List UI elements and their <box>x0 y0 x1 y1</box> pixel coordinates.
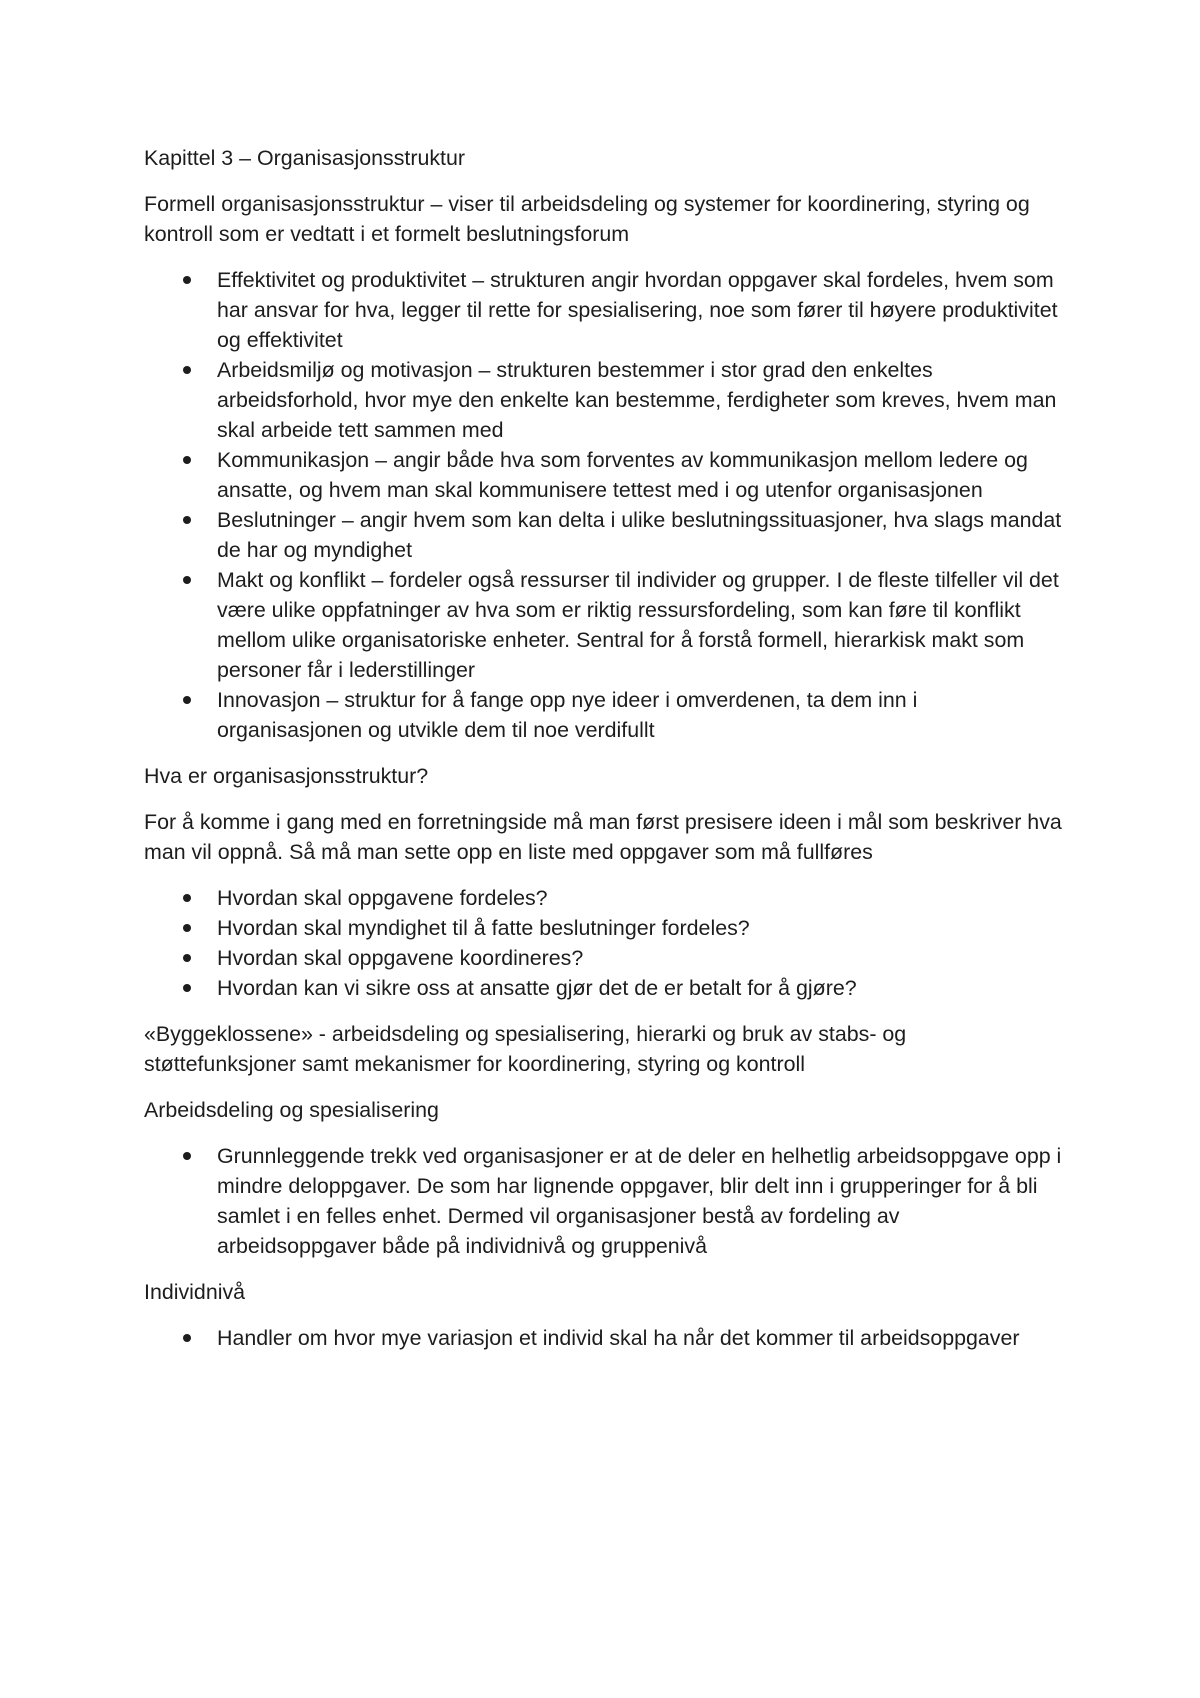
list-item <box>144 355 1064 445</box>
list-item-text: Hvordan skal oppgavene koordineres? <box>217 946 584 970</box>
bullet-icon <box>183 516 191 524</box>
bullet-icon <box>183 984 191 992</box>
bullet-icon <box>183 366 191 374</box>
individniva-bullet-list <box>144 1323 1064 1353</box>
bullet-icon <box>183 276 191 284</box>
list-item-text: Hvordan skal oppgavene fordeles? <box>217 886 548 910</box>
list-item <box>144 265 1064 355</box>
list-item <box>144 1141 1064 1261</box>
list-item <box>144 883 1064 913</box>
list-item-text: Hvordan skal myndighet til å fatte beslutninger fordeles? <box>217 916 750 940</box>
bullet-icon <box>183 894 191 902</box>
list-item <box>144 913 1064 943</box>
arbeidsdeling-bullet-list <box>144 1141 1064 1261</box>
list-item-text: Handler om hvor mye variasjon et individ skal ha når det kommer til arbeidsoppgaver <box>217 1326 1020 1350</box>
list-item <box>144 1323 1064 1353</box>
bullet-icon <box>183 954 191 962</box>
list-item-text: Kommunikasjon – angir både hva som forventes av kommunikasjon mellom ledere og ansatte, og hvem man skal kommunisere tettest med i og utenfor organisasjonen <box>217 448 1028 502</box>
bullet-icon <box>183 696 191 704</box>
formell-definition: Formell organisasjonsstruktur – viser til arbeidsdeling og systemer for koordinering, styring og kontroll som er vedtatt i et formelt beslutningsforum <box>144 192 1030 246</box>
bullet-icon <box>183 1334 191 1342</box>
bullet-icon <box>183 576 191 584</box>
list-item-text: Effektivitet og produktivitet – strukturen angir hvordan oppgaver skal fordeles, hvem som har ansvar for hva, legger til rette for spesialisering, noe som fører til høyere produktivitet og effektivitet <box>217 268 1058 352</box>
question-heading: Hva er organisasjonsstruktur? <box>144 764 429 788</box>
document-content <box>144 143 1064 1369</box>
list-item-text: Hvordan kan vi sikre oss at ansatte gjør det de er betalt for å gjøre? <box>217 976 857 1000</box>
bullet-icon <box>183 1152 191 1160</box>
list-item <box>144 505 1064 565</box>
intro-paragraph: For å komme i gang med en forretningside må man først presisere ideen i mål som beskriver hva man vil oppnå. Så må man sette opp en liste med oppgaver som må fullføres <box>144 810 1062 864</box>
list-item <box>144 973 1064 1003</box>
question-bullet-list <box>144 883 1064 1003</box>
bullet-icon <box>183 456 191 464</box>
list-item-text: Grunnleggende trekk ved organisasjoner er at de deler en helhetlig arbeidsoppgave opp i mindre deloppgaver. De som har lignende oppgaver, blir delt inn i grupperinger for å bli samlet i en felles enhet. Dermed vil organisasjoner bestå av fordeling av arbeidsoppgaver både på individnivå og gruppenivå <box>217 1144 1062 1258</box>
list-item-text: Beslutninger – angir hvem som kan delta i ulike beslutningssituasjoner, hva slags mandat de har og myndighet <box>217 508 1062 562</box>
arbeidsdeling-heading: Arbeidsdeling og spesialisering <box>144 1098 439 1122</box>
list-item-text: Arbeidsmiljø og motivasjon – strukturen bestemmer i stor grad den enkeltes arbeidsforhold, hvor mye den enkelte kan bestemme, ferdigheter som kreves, hvem man skal arbeide tett sammen med <box>217 358 1057 442</box>
list-item <box>144 685 1064 745</box>
building-blocks-paragraph: «Byggeklossene» - arbeidsdeling og spesialisering, hierarki og bruk av stabs- og støttefunksjoner samt mekanismer for koordinering, styring og kontroll <box>144 1022 907 1076</box>
individniva-heading: Individnivå <box>144 1280 246 1304</box>
list-item <box>144 943 1064 973</box>
list-item <box>144 565 1064 685</box>
list-item <box>144 445 1064 505</box>
bullet-icon <box>183 924 191 932</box>
formell-bullet-list <box>144 265 1064 745</box>
list-item-text: Innovasjon – struktur for å fange opp nye ideer i omverdenen, ta dem inn i organisasjonen og utvikle dem til noe verdifullt <box>217 688 918 742</box>
list-item-text: Makt og konflikt – fordeler også ressurser til individer og grupper. I de fleste tilfeller vil det være ulike oppfatninger av hva som er riktig ressursfordeling, som kan føre til konflikt mellom ulike organisatoriske enheter. Sentral for å forstå formell, hierarkisk makt som personer får i lederstillinger <box>217 568 1059 682</box>
chapter-title: Kapittel 3 – Organisasjonsstruktur <box>144 146 466 170</box>
